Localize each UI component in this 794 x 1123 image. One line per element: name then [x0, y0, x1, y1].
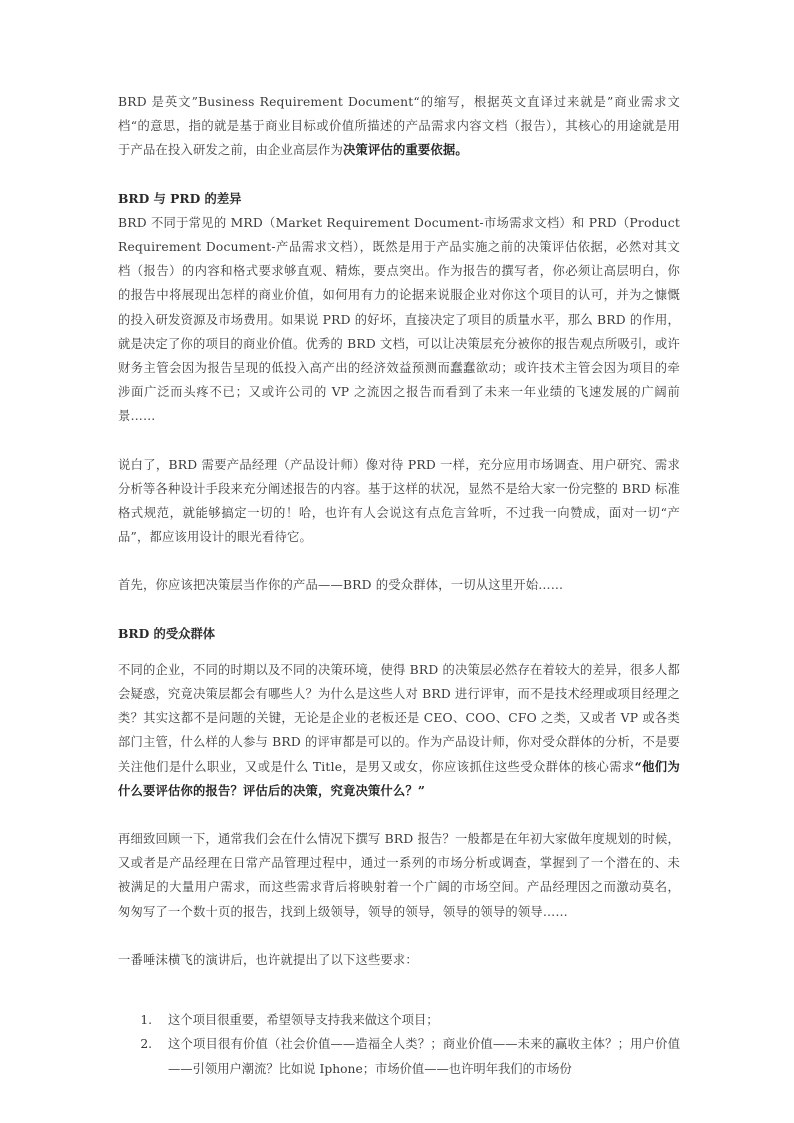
- requests-list: [118, 1008, 680, 1081]
- paragraph-brd-vs-prd: BRD 不同于常见的 MRD（Market Requirement Document-市场需求文档）和 PRD（Product Requirement Document-产品需求文档），既然是用于产品实施之前的决策评估依据，必然对其文档（报告）的内容和格式要求够直观、精炼，要点突出。作为报告的撰写者，你必须让高层明白，你的报告中将展现出怎样的商业价值，如何用有力的论据来说服企业对你这个项目的认可，并为之慷慨的投入研发资源及市场费用。如果说 PRD 的好坏，直接决定了项目的质量水平，那么 BRD 的作用，就是决定了你的项目的商业价值。优秀的 BRD 文档，可以让决策层充分被你的报告观点所吸引，或许财务主管会因为报告呈现的低投入高产出的经济效益预测而蠢蠢欲动；或许技术主管会因为项目的牵涉面广泛而头疼不已；又或许公司的 VP 之流因之报告而看到了未来一年业绩的飞速发展的广阔前景……: [118, 215, 680, 424]
- paragraph-requests-intro: 一番唾沫横飞的演讲后，也许就提出了以下这些要求：: [118, 952, 418, 967]
- intro-paragraph: [118, 90, 680, 163]
- intro-text: BRD 是英文”Business Requirement Document“的缩写，根据英文直译过来就是”商业需求文档“的意思，指的就是基于商业目标或价值所描述的产品需求内容文档（报告），其核心的用途就是用于产品在投入研发之前，由企业高层作为: [118, 95, 680, 158]
- list-item: 1. 这个项目很重要，希望领导支持我来做这个项目；: [156, 1008, 680, 1032]
- intro-bold-text: 决策评估的重要依据。: [342, 142, 468, 158]
- paragraph-audience-analysis: [118, 658, 680, 803]
- paragraph-audience-intro: 首先，你应该把决策层当作你的产品——BRD 的受众群体，一切从这里开始……: [118, 578, 564, 593]
- audience-text: 不同的企业，不同的时期以及不同的决策环境，使得 BRD 的决策层必然存在着较大的差异，很多人都会疑惑，究竟决策层都会有哪些人？为什么是这些人对 BRD 进行评审，而不是技术经理或项目经理之类？其实这都不是问题的关键，无论是企业的老板还是 CEO、COO、CFO 之类，又或者 VP 或各类部门主管，什么样的人参与 BRD 的评审都是可以的。作为产品设计师，你对受众群体的分析，不是要关注他们是什么职业，又或是什么 Title，是男又或女，你应该抓住这些受众群体的核心需求: [118, 662, 680, 774]
- section-heading-brd-audience: BRD 的受众群体: [118, 625, 216, 641]
- paragraph-design-approach: 说白了，BRD 需要产品经理（产品设计师）像对待 PRD 一样，充分应用市场调查、用户研究、需求分析等各种设计手段来充分阐述报告的内容。基于这样的状况，显然不是给大家一份完整的 BRD 标准格式规范，就能够搞定一切的！哈，也许有人会说这有点危言耸听，不过我一向赞成，面对一切“产品”，都应该用设计的眼光看待它。: [118, 457, 680, 545]
- section-heading-brd-vs-prd: BRD 与 PRD 的差异: [118, 190, 242, 206]
- document-page: [118, 90, 680, 1081]
- paragraph-when-to-write: 再细致回顾一下，通常我们会在什么情况下撰写 BRD 报告？一般都是在年初大家做年度规划的时候，又或者是产品经理在日常产品管理过程中，通过一系列的市场分析或调查，掌握到了一个潜在的、未被满足的大量用户需求，而这些需求背后将映射着一个广阔的市场空间。产品经理因之而激动莫名，匆匆写了一个数十页的报告，找到上级领导，领导的领导，领导的领导的领导……: [118, 832, 680, 919]
- list-item: 2. 这个项目很有价值（社会价值——造福全人类？；商业价值——未来的赢收主体？；用户价值——引领用户潮流？比如说 Iphone；市场价值——也许明年我们的市场份: [156, 1032, 680, 1080]
- audience-bold-question: “他们为什么要评估你的报告？评估后的决策，究竟决策什么？”: [118, 758, 680, 798]
